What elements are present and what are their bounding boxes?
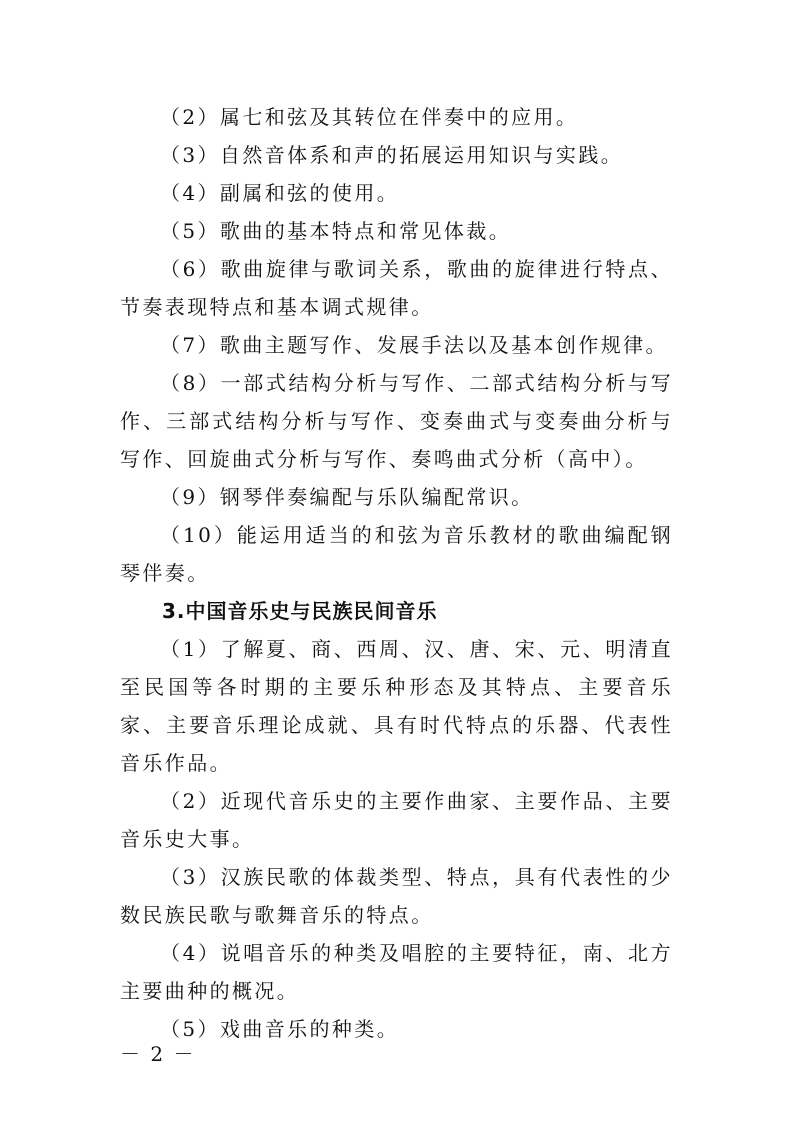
section3-item-2: （2）近现代音乐史的主要作曲家、主要作品、主要音乐史大事。 [120,789,673,851]
page-number: － 2 － [120,1042,196,1066]
section-heading: 3.中国音乐史与民族民间音乐 [162,599,438,623]
paragraph-item-3: （3）自然音体系和声的拓展运用知识与实践。 [160,143,624,167]
paragraph-item-8: （8）一部式结构分析与写作、二部式结构分析与写作、三部式结构分析与写作、变奏曲式与变奏曲分析与写作、回旋曲式分析与写作、奏鸣曲式分析（高中）。 [120,371,673,471]
section3-item-4: （4）说唱音乐的种类及唱腔的主要特征，南、北方主要曲种的概况。 [120,941,673,1003]
paragraph-item-6: （6）歌曲旋律与歌词关系，歌曲的旋律进行特点、节奏表现特点和基本调式规律。 [120,257,673,319]
paragraph-item-2: （2）属七和弦及其转位在伴奏中的应用。 [160,105,579,129]
paragraph-item-10: （10）能运用适当的和弦为音乐教材的歌曲编配钢琴伴奏。 [120,523,673,585]
paragraph-item-4: （4）副属和弦的使用。 [160,181,400,205]
paragraph-item-9: （9）钢琴伴奏编配与乐队编配常识。 [160,485,534,509]
paragraph-item-7: （7）歌曲主题写作、发展手法以及基本创作规律。 [160,333,668,357]
section3-item-3: （3）汉族民歌的体裁类型、特点，具有代表性的少数民族民歌与歌舞音乐的特点。 [120,865,673,927]
section3-item-1: （1）了解夏、商、西周、汉、唐、宋、元、明清直至民国等各时期的主要乐种形态及其特点、主要音乐家、主要音乐理论成就、具有时代特点的乐器、代表性音乐作品。 [120,637,673,775]
section3-item-5: （5）戏曲音乐的种类。 [160,1017,400,1041]
paragraph-item-5: （5）歌曲的基本特点和常见体裁。 [160,219,512,243]
document-body [120,98,673,1048]
